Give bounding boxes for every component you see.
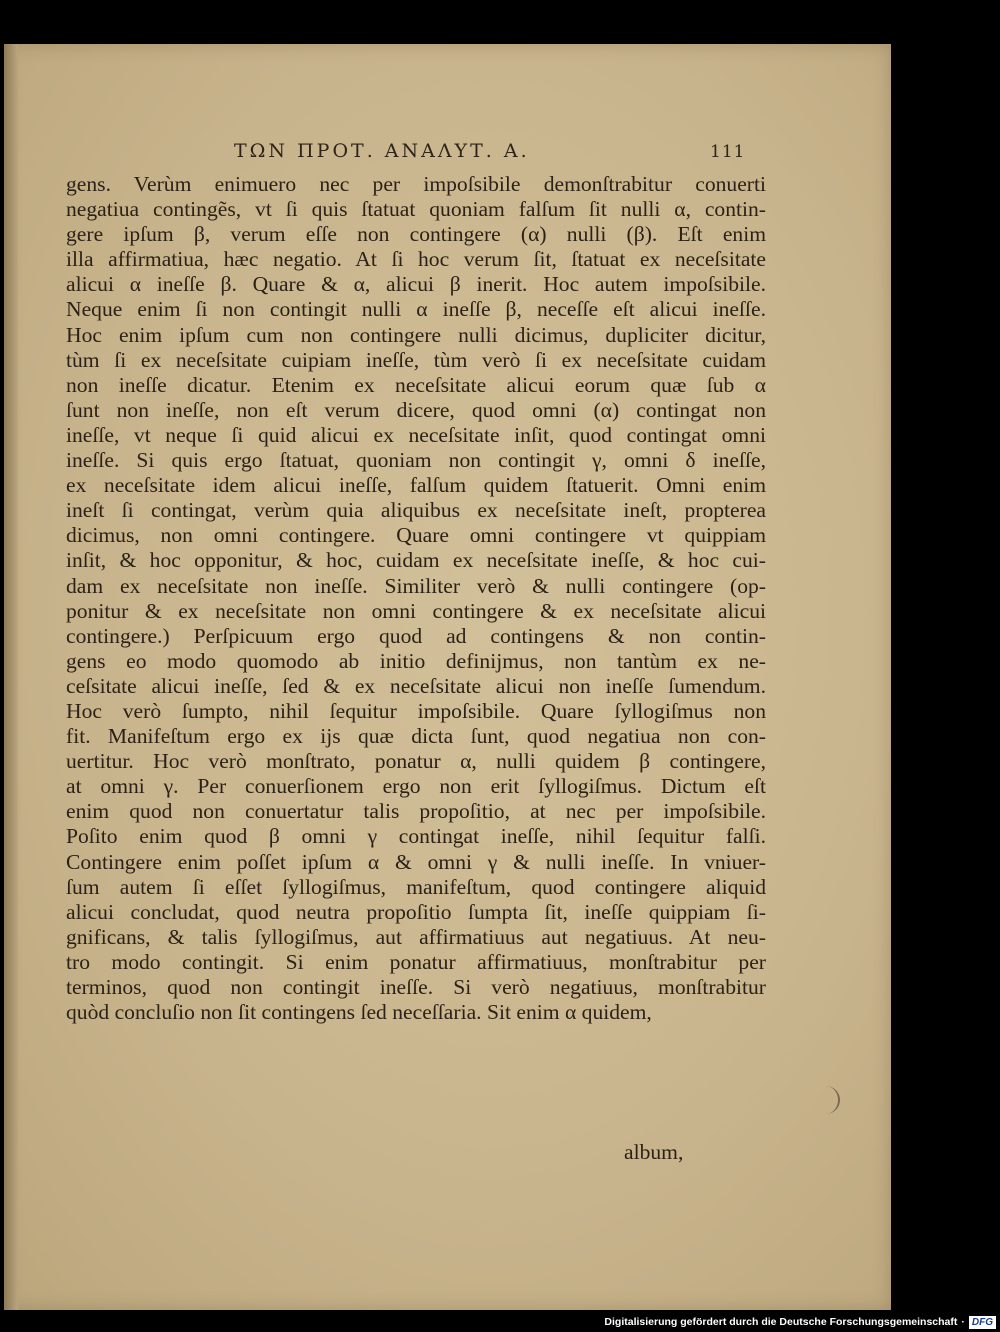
funding-credit-text: Digitalisierung gefördert durch die Deutsche Forschungsgemeinschaft	[604, 1316, 958, 1328]
text-line: contingere.) Perſpicuum ergo quod ad contingens & non contin-	[66, 623, 766, 648]
text-line: ineſſe. Si quis ergo ſtatuat, quoniam non contingit γ, omni δ ineſſe,	[66, 448, 766, 473]
text-line: Hoc enim ipſum cum non contingere nulli dicimus, dupliciter dicitur,	[66, 322, 766, 347]
text-line: alicui α ineſſe β. Quare & α, alicui β inerit. Hoc autem impoſsibile.	[66, 272, 766, 297]
book-page	[4, 44, 891, 1310]
text-line: ineſſe, vt neque ſi quid alicui ex neceſsitate inſit, quod contingat omni	[66, 422, 766, 447]
text-line: ceſsitate alicui ineſſe, ſed & ex neceſsitate alicui non ineſſe ſumendum.	[66, 673, 766, 698]
text-line: terminos, quod non contingit ineſſe. Si verò negatiuus, monſtrabitur	[66, 975, 766, 999]
page-spine-edge	[4, 44, 18, 1310]
text-line: fit. Manifeſtum ergo ex ijs quæ dicta ſunt, quod negatiua non con-	[66, 724, 766, 749]
text-line: gnificans, & talis ſyllogiſmus, aut affirmatiuus aut negatiuus. At neu-	[66, 924, 766, 949]
text-line: alicui concludat, quod neutra propoſitio ſumpta ſit, ineſſe quippiam ſi-	[66, 899, 766, 924]
text-line: gere ipſum β, verum eſſe non contingere (α) nulli (β). Eſt enim	[66, 222, 766, 247]
text-line: non ineſſe dicatur. Etenim ex neceſsitate alicui eorum quæ ſub α	[66, 372, 766, 397]
text-line: Hoc verò ſumpto, nihil ſequitur impoſsibile. Quare ſyllogiſmus non	[66, 698, 766, 723]
text-line: Poſito enim quod β omni γ contingat ineſſe, nihil ſequitur falſi.	[66, 824, 766, 849]
text-line: uertitur. Hoc verò monſtrato, ponatur α, nulli quidem β contingere,	[66, 749, 766, 774]
text-line: gens eo modo quomodo ab initio definijmus, non tantùm ex ne-	[66, 648, 766, 673]
text-line: at omni γ. Per conuerſionem ergo non erit ſyllogiſmus. Dictum eſt	[66, 774, 766, 799]
catchword: album,	[624, 1140, 684, 1164]
text-line: dicimus, non omni contingere. Quare omni contingere vt quippiam	[66, 523, 766, 548]
running-head	[58, 140, 778, 166]
text-line: tùm ſi ex neceſsitate cuipiam ineſſe, tùm verò ſi ex neceſsitate cuidam	[66, 347, 766, 372]
page-number: 111	[710, 142, 746, 162]
text-line: illa affirmatiua, hæc negatio. At ſi hoc verum ſit, ſtatuat ex neceſsitate	[66, 247, 766, 272]
text-line: negatiua contingẽs, vt ſi quis ſtatuat quoniam falſum ſit nulli α, contin-	[66, 197, 766, 222]
text-line: inſit, & hoc opponitur, & hoc, cuidam ex neceſsitate ineſſe, & hoc cui-	[66, 548, 766, 573]
text-line: gens. Verùm enimuero nec per impoſsibile demonſtrabitur conuerti	[66, 172, 766, 196]
text-line: ſunt non ineſſe, non eſt verum dicere, quod omni (α) contingat non	[66, 397, 766, 422]
text-line: enim quod non conuertatur talis propoſitio, at nec per impoſsibile.	[66, 799, 766, 824]
text-line: dam ex neceſsitate non ineſſe. Similiter verò & nulli contingere (op-	[66, 573, 766, 598]
text-line: ponitur & ex neceſsitate non omni contingere & ex neceſsitate alicui	[66, 598, 766, 623]
text-line: Contingere enim poſſet ipſum α & omni γ & nulli ineſſe. In vniuer-	[66, 849, 766, 874]
text-line: tro modo contingit. Si enim ponatur affirmatiuus, monſtrabitur per	[66, 949, 766, 974]
running-head-title: ΤΩΝ ΠΡΟΤ. ΑΝΑΛΥΤ. Α.	[234, 140, 530, 162]
footer-separator: ·	[961, 1316, 965, 1328]
text-line: quòd concluſio non ſit contingens ſed neceſſaria. Sit enim α quidem,	[66, 1000, 652, 1025]
dfg-logo[interactable]: DFG	[969, 1316, 996, 1329]
footer-credit-bar	[592, 1314, 996, 1330]
margin-mark	[826, 1086, 840, 1114]
text-line: ex neceſsitate idem alicui ineſſe, falſum quidem ſtatuerit. Omni enim	[66, 473, 766, 498]
text-line: ineſt ſi contingat, verùm quia aliquibus ex neceſsitate ineſt, propterea	[66, 498, 766, 523]
body-text	[66, 172, 766, 1025]
text-line: Neque enim ſi non contingit nulli α ineſſe β, neceſſe eſt alicui ineſſe.	[66, 297, 766, 322]
text-line: ſum autem ſi eſſet ſyllogiſmus, manifeſtum, quod contingere aliquid	[66, 874, 766, 899]
